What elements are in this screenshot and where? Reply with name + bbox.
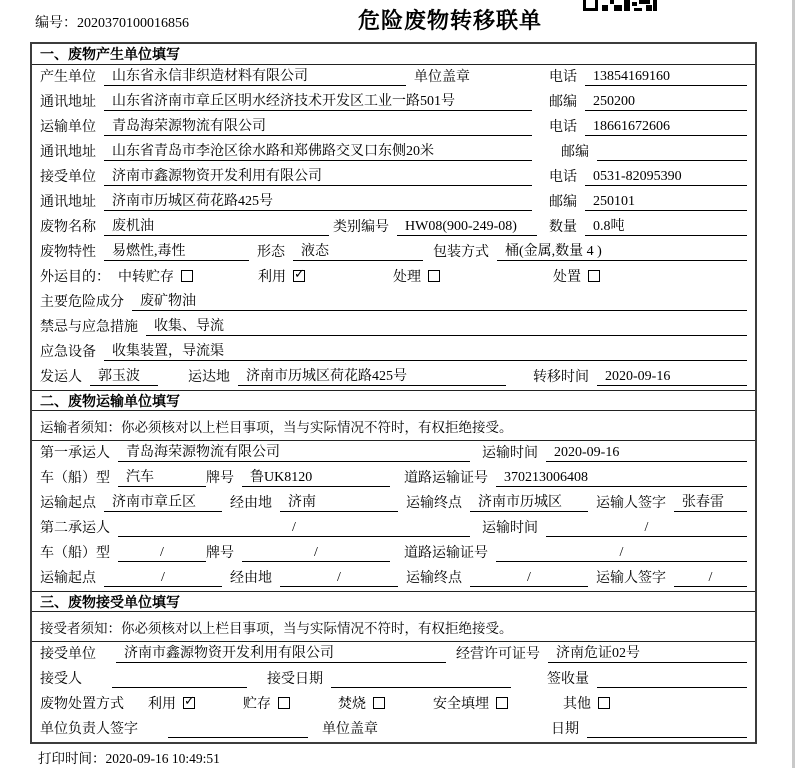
route-via-value: 济南	[280, 491, 398, 512]
receiver-notice: 接受者须知：你必须核对以上栏目事项，当与实际情况不符时，有权拒绝接受。	[32, 612, 755, 642]
transporter-address-label: 通讯地址	[40, 145, 96, 160]
plate-label: 牌号	[206, 471, 234, 486]
acceptor-label: 接受人	[40, 672, 82, 687]
dispatcher-value: 郭玉波	[90, 365, 158, 386]
hazard-component-value: 废矿物油	[132, 290, 747, 311]
transporter-zip-label: 邮编	[561, 145, 589, 160]
disposal-option-landfill	[433, 693, 563, 713]
sign-date-label: 日期	[551, 722, 579, 737]
vehicle-type-label: 车（船）型	[40, 471, 110, 486]
carrier-signature-value: 张春雷	[674, 491, 747, 512]
serial-label: 编号：	[35, 16, 77, 31]
accept-unit-label: 接受单位	[40, 647, 96, 662]
carrier-signature-label: 运输人签字	[596, 496, 666, 511]
row-waste-name	[32, 215, 755, 240]
producer-phone-label: 电话	[549, 70, 577, 85]
print-time-line	[38, 747, 220, 767]
vehicle-type-value: 汽车	[118, 466, 206, 487]
utilize-checkbox	[293, 270, 305, 282]
packing-value: 桶(金属,数量 4 )	[497, 240, 747, 261]
row-route-1	[32, 491, 755, 516]
producer-unit-value: 山东省永信非织造材料有限公司	[104, 65, 406, 86]
waste-form-label: 形态	[257, 245, 285, 260]
road-license-2-label: 道路运输证号	[404, 546, 488, 561]
purpose-option-transit-storage	[118, 266, 258, 286]
producer-address-value: 山东省济南市章丘区明水经济技术开发区工业一路501号	[104, 90, 532, 111]
disposal-option-utilize	[148, 693, 243, 713]
receiver-address-label: 通讯地址	[40, 195, 96, 210]
qr-code-fragment-icon	[583, 0, 657, 11]
plate-value: 鲁UK8120	[242, 466, 390, 487]
disposal-utilize-checkbox	[183, 697, 195, 709]
route-end-2-value: /	[470, 570, 588, 587]
route-end-label: 运输终点	[406, 496, 462, 511]
disposal-option-incinerate	[338, 693, 433, 713]
destination-value: 济南市历城区荷花路425号	[238, 365, 506, 386]
waste-name-label: 废物名称	[40, 220, 96, 235]
transport-time-2-label: 运输时间	[482, 521, 538, 536]
transporter-zip-value	[597, 160, 747, 161]
business-license-label: 经营许可证号	[456, 647, 540, 662]
dispatcher-label: 发运人	[40, 370, 82, 385]
vehicle-type-2-value: /	[118, 545, 206, 562]
row-producer-address	[32, 90, 755, 115]
transporter-notice: 运输者须知：你必须核对以上栏目事项，当与实际情况不符时，有权拒绝接受。	[32, 411, 755, 441]
row-hazard-component	[32, 290, 755, 315]
producer-unit-label: 产生单位	[40, 70, 96, 85]
vehicle-type-2-label: 车（船）型	[40, 546, 110, 561]
waste-code-value: HW08(900-249-08)	[397, 219, 537, 236]
row-transfer-purpose	[32, 265, 755, 290]
receiver-address-value: 济南市历城区荷花路425号	[104, 190, 532, 211]
disposal-method-label: 废物处置方式	[40, 697, 124, 712]
receiver-zip-label: 邮编	[549, 195, 577, 210]
sign-date-value	[587, 737, 747, 738]
row-first-carrier	[32, 441, 755, 466]
row-emergency-equipment	[32, 340, 755, 365]
transfer-time-value: 2020-09-16	[597, 369, 747, 386]
received-qty-label: 签收量	[547, 672, 589, 687]
disposal-option-label: 安全填埋	[433, 697, 489, 712]
taboo-measures-value: 收集、导流	[146, 315, 747, 336]
waste-character-label: 废物特性	[40, 245, 96, 260]
row-receiver-address	[32, 190, 755, 215]
road-license-label: 道路运输证号	[404, 471, 488, 486]
transfer-purpose-label: 外运目的：	[40, 270, 110, 285]
row-vehicle-1	[32, 466, 755, 491]
route-via-2-value: /	[280, 570, 398, 587]
producer-zip-value: 250200	[585, 94, 747, 111]
receiver-seal-label: 单位盖章	[322, 722, 378, 737]
transporter-phone-value: 18661672606	[585, 119, 747, 136]
transporter-address-value: 山东省青岛市李沧区徐水路和郑佛路交叉口东侧20米	[104, 140, 532, 161]
route-start-2-value: /	[104, 570, 222, 587]
disposal-option-store	[243, 693, 338, 713]
route-start-label: 运输起点	[40, 496, 96, 511]
disposal-option-label: 利用	[148, 697, 176, 712]
unit-seal-label: 单位盖章	[414, 70, 470, 85]
plate-2-label: 牌号	[206, 546, 234, 561]
disposal-option-label: 贮存	[243, 697, 271, 712]
section-transporter	[32, 390, 755, 591]
serial-number-line	[35, 12, 189, 32]
route-via-label: 经由地	[230, 496, 272, 511]
road-license-2-value: /	[496, 545, 747, 562]
route-start-value: 济南市章丘区	[104, 491, 222, 512]
row-route-2	[32, 566, 755, 591]
producer-zip-label: 邮编	[549, 95, 577, 110]
transport-time-2-value: /	[546, 520, 747, 537]
route-start-2-label: 运输起点	[40, 571, 96, 586]
disposal-option-label: 其他	[563, 697, 591, 712]
page-edge-line	[792, 0, 795, 768]
accept-unit-value: 济南市鑫源物资开发利用有限公司	[116, 642, 446, 663]
carrier-signature-2-label: 运输人签字	[596, 571, 666, 586]
serial-number: 2020370100016856	[77, 16, 189, 31]
responsible-signature-value	[168, 737, 308, 738]
purpose-option-utilize	[258, 266, 393, 286]
route-end-2-label: 运输终点	[406, 571, 462, 586]
waste-code-label: 类别编号	[333, 220, 389, 235]
carrier-signature-2-value: /	[674, 570, 747, 587]
responsible-signature-label: 单位负责人签字	[40, 722, 138, 737]
transporter-phone-label: 电话	[549, 120, 577, 135]
print-time-label: 打印时间：	[38, 751, 106, 766]
emergency-equipment-label: 应急设备	[40, 345, 96, 360]
row-transporter-address	[32, 140, 755, 165]
section-receiver	[32, 591, 755, 742]
producer-phone-value: 13854169160	[585, 69, 747, 86]
plate-2-value: /	[242, 545, 390, 562]
disposal-incinerate-checkbox	[373, 697, 385, 709]
first-carrier-value: 青岛海荣源物流有限公司	[118, 441, 470, 462]
print-time-value: 2020-09-16 10:49:51	[105, 751, 220, 766]
transit-storage-checkbox	[181, 270, 193, 282]
waste-character-value: 易燃性,毒性	[104, 240, 249, 261]
receiver-phone-value: 0531-82095390	[585, 169, 747, 186]
taboo-measures-label: 禁忌与应急措施	[40, 320, 138, 335]
disposal-landfill-checkbox	[496, 697, 508, 709]
page-title: 危险废物转移联单	[357, 8, 542, 33]
received-qty-value	[597, 687, 747, 688]
route-via-2-label: 经由地	[230, 571, 272, 586]
row-dispatcher	[32, 365, 755, 390]
row-receiver-unit	[32, 165, 755, 190]
receiver-unit-value: 济南市鑫源物资开发利用有限公司	[104, 165, 532, 186]
producer-address-label: 通讯地址	[40, 95, 96, 110]
manifest-form-table	[30, 42, 757, 744]
purpose-option-dispose	[553, 266, 600, 286]
purpose-option-label: 利用	[258, 270, 286, 285]
purpose-option-label: 处置	[553, 270, 581, 285]
purpose-option-treat	[393, 266, 553, 286]
transport-time-label: 运输时间	[482, 446, 538, 461]
disposal-other-checkbox	[598, 697, 610, 709]
row-second-carrier	[32, 516, 755, 541]
emergency-equipment-value: 收集装置，导流渠	[104, 340, 747, 361]
waste-form-value: 液态	[293, 240, 423, 261]
first-carrier-label: 第一承运人	[40, 446, 110, 461]
road-license-value: 370213006408	[496, 470, 747, 487]
acceptor-value	[112, 687, 247, 688]
second-carrier-label: 第二承运人	[40, 521, 110, 536]
packing-label: 包装方式	[433, 245, 489, 260]
section-transporter-title: 二、废物运输单位填写	[32, 390, 755, 411]
disposal-option-other	[563, 693, 610, 713]
business-license-value: 济南危证02号	[548, 642, 747, 663]
row-responsible-signature	[32, 717, 755, 742]
waste-qty-value: 0.8吨	[585, 215, 747, 236]
transporter-unit-label: 运输单位	[40, 120, 96, 135]
receiver-phone-label: 电话	[549, 170, 577, 185]
row-disposal-method	[32, 692, 755, 717]
dispose-checkbox	[588, 270, 600, 282]
row-acceptor	[32, 667, 755, 692]
row-transporter-unit	[32, 115, 755, 140]
second-carrier-value: /	[118, 520, 470, 537]
hazard-component-label: 主要危险成分	[40, 295, 124, 310]
section-producer	[32, 44, 755, 390]
row-waste-character	[32, 240, 755, 265]
transport-time-value: 2020-09-16	[546, 445, 747, 462]
section-producer-title: 一、废物产生单位填写	[32, 44, 755, 65]
treat-checkbox	[428, 270, 440, 282]
receiver-unit-label: 接受单位	[40, 170, 96, 185]
transfer-time-label: 转移时间	[533, 370, 589, 385]
disposal-store-checkbox	[278, 697, 290, 709]
disposal-option-label: 焚烧	[338, 697, 366, 712]
waste-name-value: 废机油	[104, 215, 329, 236]
waste-qty-label: 数量	[549, 220, 577, 235]
transporter-unit-value: 青岛海荣源物流有限公司	[104, 115, 532, 136]
row-producer-unit	[32, 65, 755, 90]
destination-label: 运达地	[188, 370, 230, 385]
section-receiver-title: 三、废物接受单位填写	[32, 591, 755, 612]
purpose-option-label: 中转贮存	[118, 270, 174, 285]
receiver-zip-value: 250101	[585, 194, 747, 211]
route-end-value: 济南市历城区	[470, 491, 588, 512]
row-taboo-measures	[32, 315, 755, 340]
accept-date-label: 接受日期	[267, 672, 323, 687]
purpose-option-label: 处理	[393, 270, 421, 285]
accept-date-value	[331, 687, 511, 688]
row-accept-unit	[32, 642, 755, 667]
row-vehicle-2	[32, 541, 755, 566]
